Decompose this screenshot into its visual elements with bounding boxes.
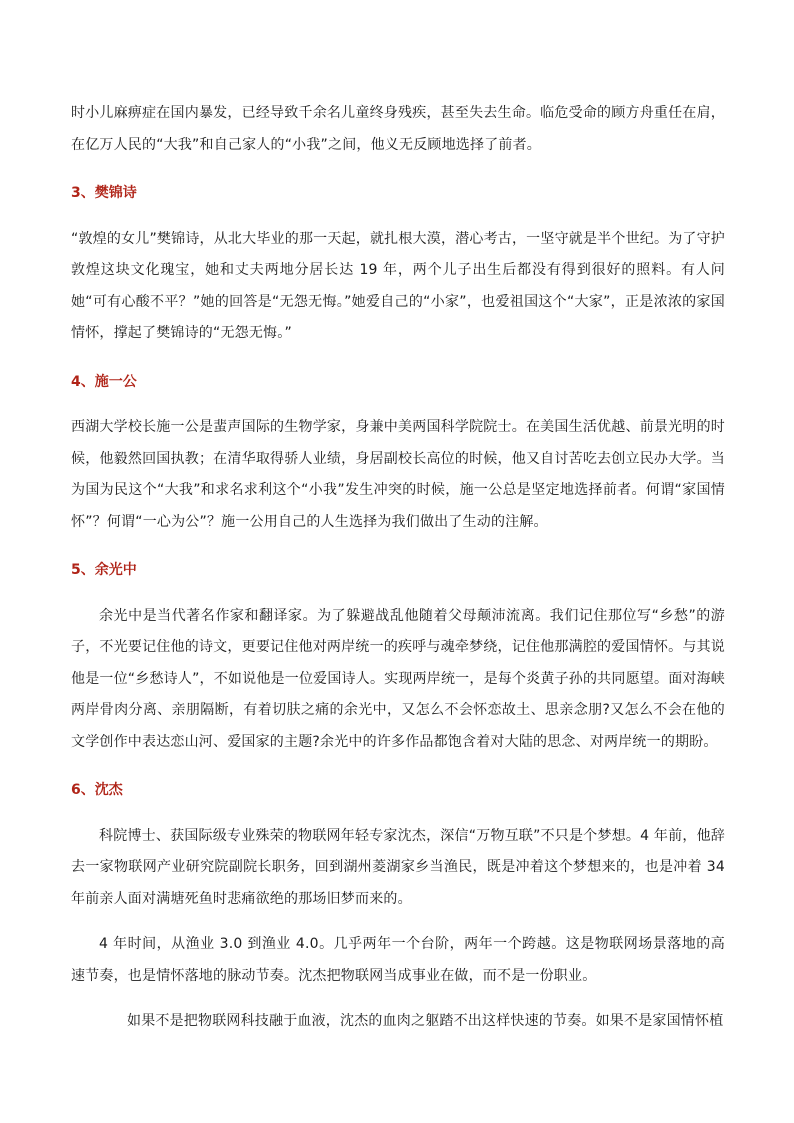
section-heading-fan-jinshi: 3、樊锦诗 (71, 185, 137, 201)
paragraph-shi-yigong: 西湖大学校长施一公是蜚声国际的生物学家，身兼中美两国科学院院士。在美国生活优越、前景光明的时候，他毅然回国执教；在清华取得骄人业绩，身居副校长高位的时候，他又自讨苦吃去创立民办大学。当为国为民这个“大我”和求名求利这个“小我”发生冲突的时候，施一公总是坚定地选择前者。何谓“家国情怀”？何谓“一心为公”？施一公用自己的人生选择为我们做出了生动的注解。 (71, 419, 725, 530)
document-page (71, 98, 725, 1038)
paragraph-fan-jinshi: “敦煌的女儿”樊锦诗，从北大毕业的那一天起，就扎根大漠，潜心考古，一坚守就是半个世纪。为了守护敦煌这块文化瑰宝，她和丈夫两地分居长达 19 年，两个儿子出生后都没有得到很好的照料。有人问她“可有心酸不平？”她的回答是“无怨无悔。”她爱自己的“小家”，也爱祖国这个“大家”，正是浓浓的家国情怀，撑起了樊锦诗的“无怨无悔。” (71, 230, 725, 341)
paragraph-shen-jie-1: 科院博士、获国际级专业殊荣的物联网年轻专家沈杰，深信“万物互联”不只是个梦想。4 年前，他辞去一家物联网产业研究院副院长职务，回到湖州菱湖家乡当渔民，既是冲着这个梦想来的，也是冲着 34 年前亲人面对满塘死鱼时悲痛欲绝的那场旧梦而来的。 (71, 827, 725, 907)
intro-paragraph: 时小儿麻痹症在国内暴发，已经导致千余名儿童终身残疾，甚至失去生命。临危受命的顾方舟重任在肩，在亿万人民的“大我”和自己家人的“小我”之间，他义无反顾地选择了前者。 (71, 105, 725, 153)
paragraph-yu-guangzhong: 余光中是当代著名作家和翻译家。为了躲避战乱他随着父母颠沛流离。我们记住那位写“乡愁”的游子，不光要记住他的诗文，更要记住他对两岸统一的疾呼与魂牵梦绕，记住他那满腔的爱国情怀。与其说他是一位“乡愁诗人”，不如说他是一位爱国诗人。实现两岸统一，是每个炎黄子孙的共同愿望。面对海峡两岸骨肉分离、亲朋隔断，有着切肤之痛的余光中，又怎么不会怀恋故土、思亲念朋?又怎么不会在他的文学创作中表达恋山河、爱国家的主题?余光中的许多作品都饱含着对大陆的思念、对两岸统一的期盼。 (71, 607, 725, 750)
paragraph-shen-jie-2: 4 年时间，从渔业 3.0 到渔业 4.0。几乎两年一个台阶，两年一个跨越。这是物联网场景落地的高速节奏，也是情怀落地的脉动节奏。沈杰把物联网当成事业在做，而不是一份职业。 (71, 936, 725, 984)
section-heading-yu-guangzhong: 5、余光中 (71, 562, 137, 578)
paragraph-shen-jie-3: 如果不是把物联网科技融于血液，沈杰的血肉之躯踏不出这样快速的节奏。如果不是家国情怀植 (127, 1013, 724, 1029)
section-heading-shi-yigong: 4、施一公 (71, 373, 137, 390)
section-heading-shen-jie: 6、沈杰 (71, 782, 123, 798)
